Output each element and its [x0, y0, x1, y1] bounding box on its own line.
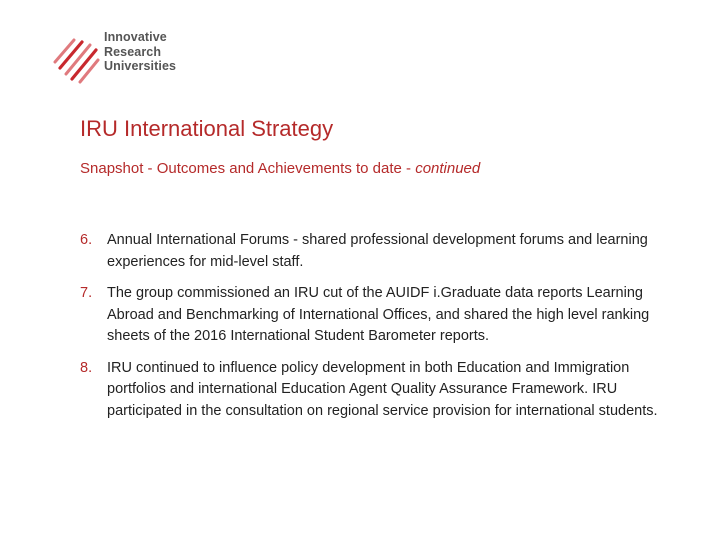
iru-logo	[52, 30, 212, 86]
achievements-list	[80, 230, 670, 432]
logo-wordmark	[104, 30, 176, 74]
list-item-text: The group commissioned an IRU cut of the AUIDF i.Graduate data reports Learning Abroad and Benchmarking of International Offices, and shared the high level ranking sheets of the 2016 International Student Barometer reports.	[107, 285, 650, 344]
subtitle-main: Snapshot - Outcomes and Achievements to date -	[80, 160, 416, 177]
list-item	[80, 230, 670, 273]
list-item-number: 8.	[80, 359, 93, 376]
list-item	[80, 283, 670, 348]
subtitle-continued: continued	[415, 160, 481, 177]
list-item	[80, 358, 670, 423]
list-item-text: IRU continued to influence policy development in both Education and Immigration portfolios and international Education Agent Quality Assurance Framework. IRU participated in the consultation on regional service provision for international students.	[107, 359, 658, 419]
iru-stripes-icon	[52, 32, 100, 84]
slide-subtitle	[80, 160, 480, 177]
list-item-number: 6.	[80, 232, 93, 248]
list-item-text: Annual International Forums - shared professional development forums and learning experiences for mid-level staff.	[107, 232, 648, 270]
slide-title: IRU International Strategy	[80, 116, 334, 141]
logo-line-1: Innovative	[104, 30, 167, 44]
logo-line-3: Universities	[104, 59, 177, 73]
list-item-number: 7.	[80, 285, 93, 301]
logo-line-2: Research	[104, 44, 162, 59]
